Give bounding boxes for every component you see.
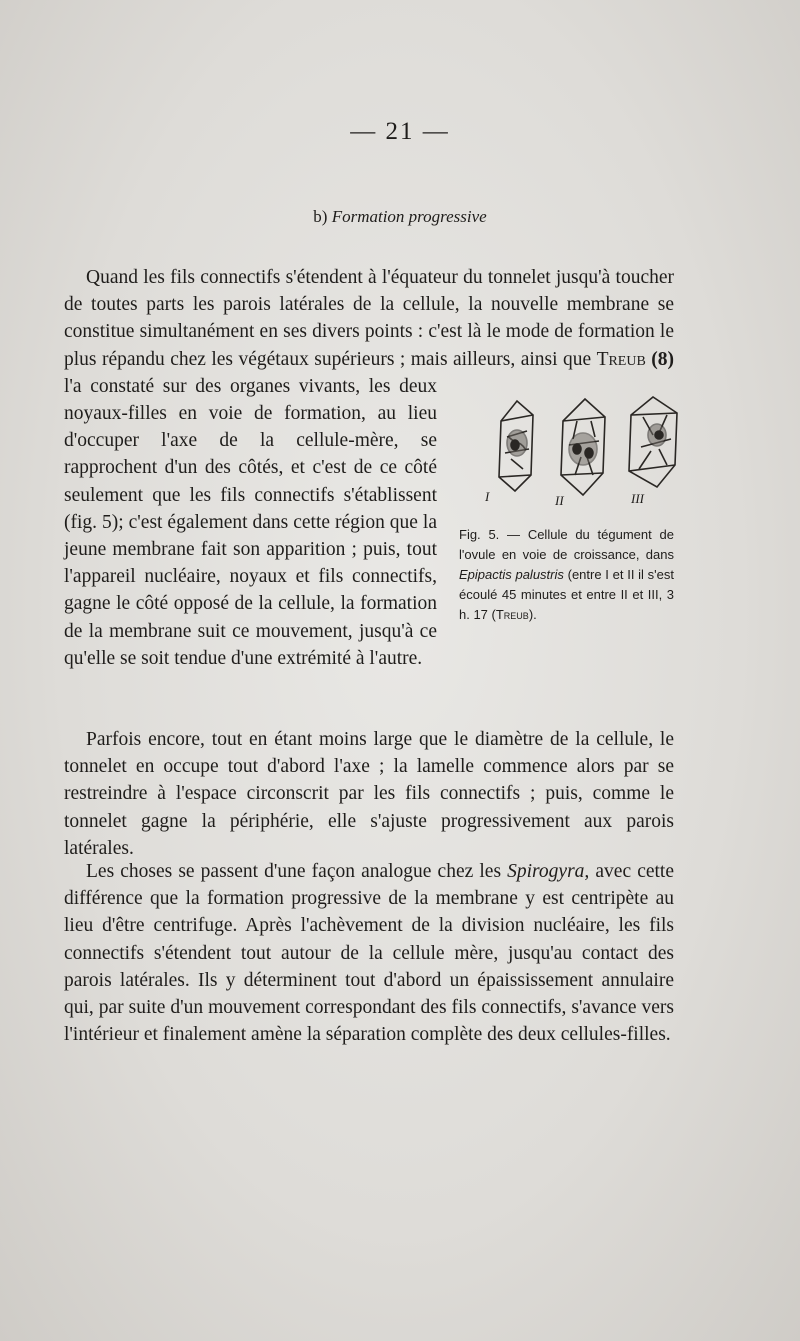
section-heading [0,207,800,227]
paragraph-2 [64,726,674,862]
cell-drawing-3 [629,397,677,487]
figure-label-2: II [555,492,564,508]
section-title: Formation progressive [331,207,487,226]
cell-drawings-illustration [481,391,696,521]
figure-label-3: III [631,490,644,506]
paragraph-2-text: Parfois encore, tout en étant moins large que le diamètre de la cellule, le tonnelet en occupe tout d'abord l'axe ; la lamelle commence alors par se restreindre à l'espace circonscrit par les fils connectifs ; puis, comme le tonnelet gagne la périphérie, elle s'ajuste progressivement aux parois latérales. [64,729,674,859]
figure-5-caption [459,525,674,625]
figure-label-1: I [485,488,490,504]
caption-text-a: Fig. 5. — Cellule du tégument de l'ovule en voie de croissance, dans [459,526,674,562]
cell-drawing-1 [499,401,533,491]
section-letter: b) [313,207,328,226]
paragraph-3-text-a: Les choses se passent d'une façon analogue chez les [86,861,508,882]
figure-5-drawings [459,391,674,521]
genus-spirogyra: Spirogyra, [507,861,590,882]
paragraph-1 [64,264,674,672]
caption-text-b: (entre I et II il s'est écoulé 45 minutes et entre II et III, 3 h. 17 ( [459,566,674,622]
page-number: — 21 — [350,118,450,145]
cell-drawing-2 [561,399,605,495]
figure-5 [459,391,674,663]
paragraph-3-text-b: avec cette différence que la formation progressive de la membrane y est centripète au lieu d'être centrifuge. Après l'achèvement de la division nucléaire, les fils connectifs s'étendent tout autour de la cellule mère, jusqu'au contact des parois latérales. Ils y déterminent tout d'abord un épaississement annulaire qui, par suite d'un mouvement correspondant des fils connectifs, s'avance vers l'intérieur et finalement amène la séparation complète des deux cellules-filles. [64,861,675,1046]
paragraph-1-text-b: l'a constaté sur des organes vivants, les deux noyaux-filles en voie de formation, au lieu d'occuper l'axe de la cellule-mère, se rapprochent d'un des côtés, et c'est de ce côté seulement que les fils connectifs s'établissent (fig. 5); c'est également dans cette région que la jeune membrane fait son apparition ; puis, tout l'appareil nucléaire, noyaux et fils connectifs, gagne le côté opposé de la cellule, la formation de la membrane suit ce mouvement, jusqu'à ce qu'elle se soit tendue d'une extrémité à l'autre. [64,375,437,669]
author-treub: Treub [596,348,646,370]
reference-number: (8) [651,348,675,370]
caption-species: Epipactis palustris [459,566,564,582]
paragraph-1-text-a: Quand les fils connectifs s'étendent à l'équateur du tonnelet jusqu'à toucher de toutes parts les parois latérales de la cellule, la nouvelle membrane se constitue simultanément en ses divers points : c'est là le mode de formation le plus répandu chez les végétaux supérieurs ; mais ailleurs, ainsi que [64,267,674,370]
caption-text-c: ). [528,606,537,622]
paragraph-3 [64,858,674,1048]
caption-author: Treub [495,606,529,622]
